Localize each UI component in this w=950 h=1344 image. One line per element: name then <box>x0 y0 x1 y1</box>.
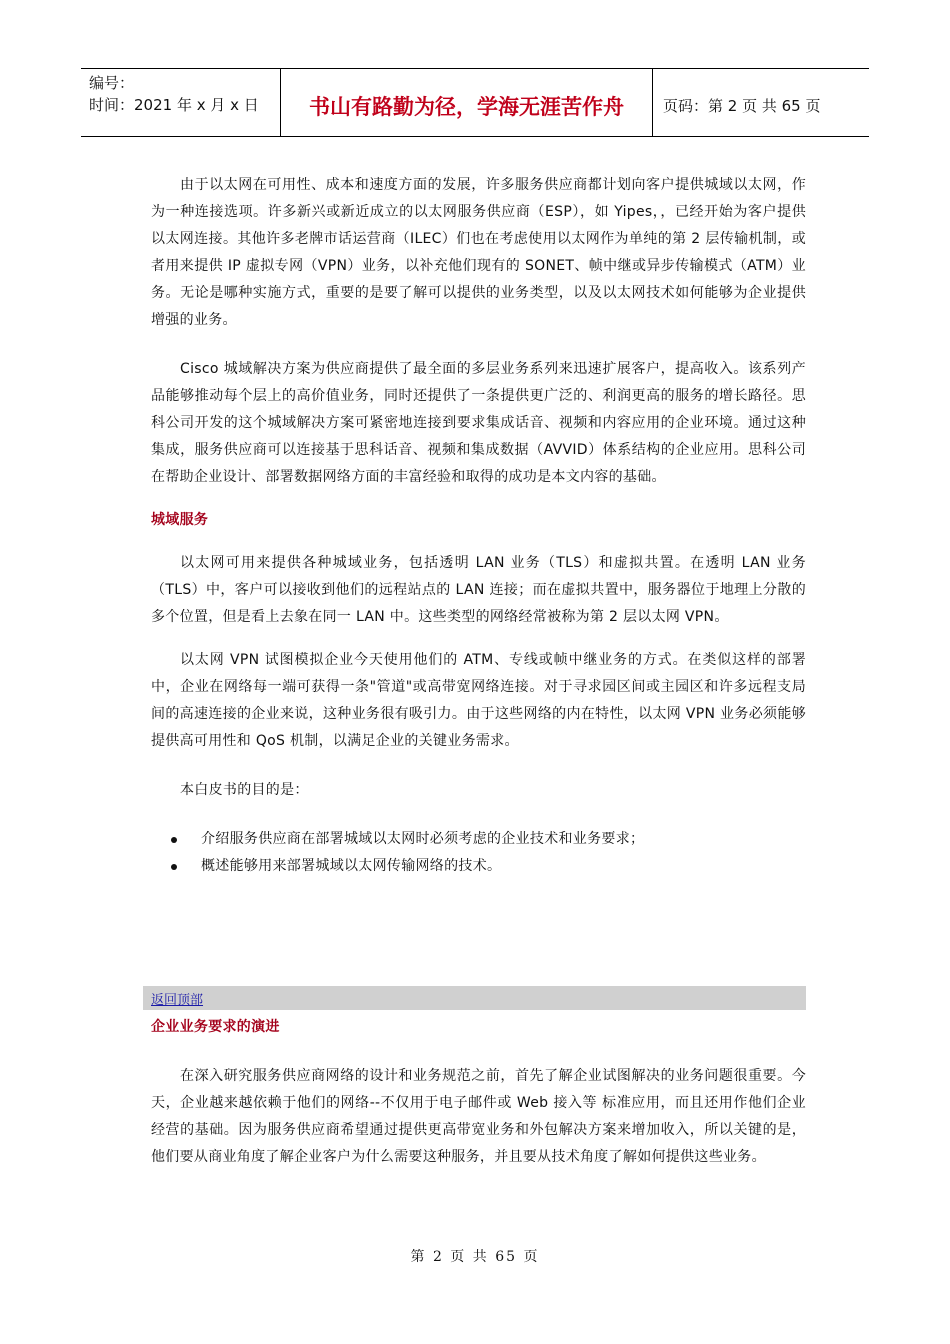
bullet-dot-icon <box>171 837 177 843</box>
page-footer: 第 2 页 共 65 页 <box>410 1249 540 1265</box>
header-left-cell <box>81 69 281 136</box>
paragraph-metro-services: 以太网可用来提供各种城域业务，包括透明 LAN 业务（TLS）和虚拟共置。在透明 LAN 业务（TLS）中，客户可以接收到他们的远程站点的 LAN 连接；而在虚拟共置中，服务器位于地理上分散的多个位置，但是看上去象在同一 LAN 中。这些类型的网络经常被称为第 2 层以太网 VPN。 <box>151 555 806 625</box>
paragraph-cisco-solution: Cisco 城域解决方案为供应商提供了最全面的多层业务系列来迅速扩展客户，提高收入。该系列产品能够推动每个层上的高价值业务，同时还提供了一条提供更广泛的、利润更高的服务的增长路径。思科公司开发的这个城域解决方案可紧密地连接到要求集成话音、视频和内容应用的企业环境。通过这种集成，服务供应商可以连接基于思科话音、视频和集成数据（AVVID）体系结构的企业应用。思科公司在帮助企业设计、部署数据网络方面的丰富经验和取得的成功是本文内容的基础。 <box>151 361 806 485</box>
document-body <box>151 172 806 880</box>
paragraph-whitepaper-purpose: 本白皮书的目的是： <box>180 782 309 798</box>
bullet-dot-icon <box>171 864 177 870</box>
purpose-list <box>151 826 806 880</box>
paragraph-ethernet-intro: 由于以太网在可用性、成本和速度方面的发展，许多服务供应商都计划向客户提供城域以太网，作为一种连接选项。许多新兴或新近成立的以太网服务供应商（ESP），如 Yipes，，已经开始为客户提供以太网连接。其他许多老牌市话运营商（ILEC）们也在考虑使用以太网作为单纯的第 2 层传输机制，或者用来提供 IP 虚拟专网（VPN）业务，以补充他们现有的 SONET、帧中继或异步传输模式（ATM）业务。无论是哪种实施方式，重要的是要了解可以提供的业务类型，以及以太网技术如何能够为企业提供增强的业务。 <box>151 177 806 328</box>
paragraph-ethernet-vpn: 以太网 VPN 试图模拟企业今天使用他们的 ATM、专线或帧中继业务的方式。在类似这样的部署中，企业在网络每一端可获得一条"管道"或高带宽网络连接。对于寻求园区间或主园区和许多远程支局间的高速连接的企业来说，这种业务很有吸引力。由于这些网络的内在特性，以太网 VPN 业务必须能够提供高可用性和 QoS 机制，以满足企业的关键业务需求。 <box>151 652 806 749</box>
section-title-metro-services: 城域服务 <box>151 512 209 528</box>
header-motto: 书山有路勤为径，学海无涯苦作舟 <box>281 69 653 136</box>
document-number-label: 编号： <box>89 74 135 92</box>
list-item: 介绍服务供应商在部署城域以太网时必须考虑的企业技术和业务要求； <box>171 826 806 853</box>
header-page-info: 页码：第 2 页 共 65 页 <box>663 97 821 115</box>
document-time-label: 时间：2021 年 x 月 x 日 <box>89 96 259 114</box>
document-body-continued <box>151 1014 806 1171</box>
paragraph-enterprise-requirements: 在深入研究服务供应商网络的设计和业务规范之前，首先了解企业试图解决的业务问题很重要。今天，企业越来越依赖于他们的网络--不仅用于电子邮件或 Web 接入等 标准应用，而且还用作他们企业经营的基础。因为服务供应商希望通过提供更高带宽业务和外包解决方案来增加收入，所以关键的是，他们要从商业角度了解企业客户为什么需要这种服务，并且要从技术角度了解如何提供这些业务。 <box>151 1068 806 1165</box>
section-title-enterprise-evolution: 企业业务要求的演进 <box>151 1019 280 1035</box>
page-header <box>81 68 869 137</box>
list-item: 概述能够用来部署城域以太网传输网络的技术。 <box>171 853 806 880</box>
back-to-top-link[interactable]: 返回顶部 <box>151 992 204 1008</box>
back-to-top-bar <box>143 986 806 1010</box>
